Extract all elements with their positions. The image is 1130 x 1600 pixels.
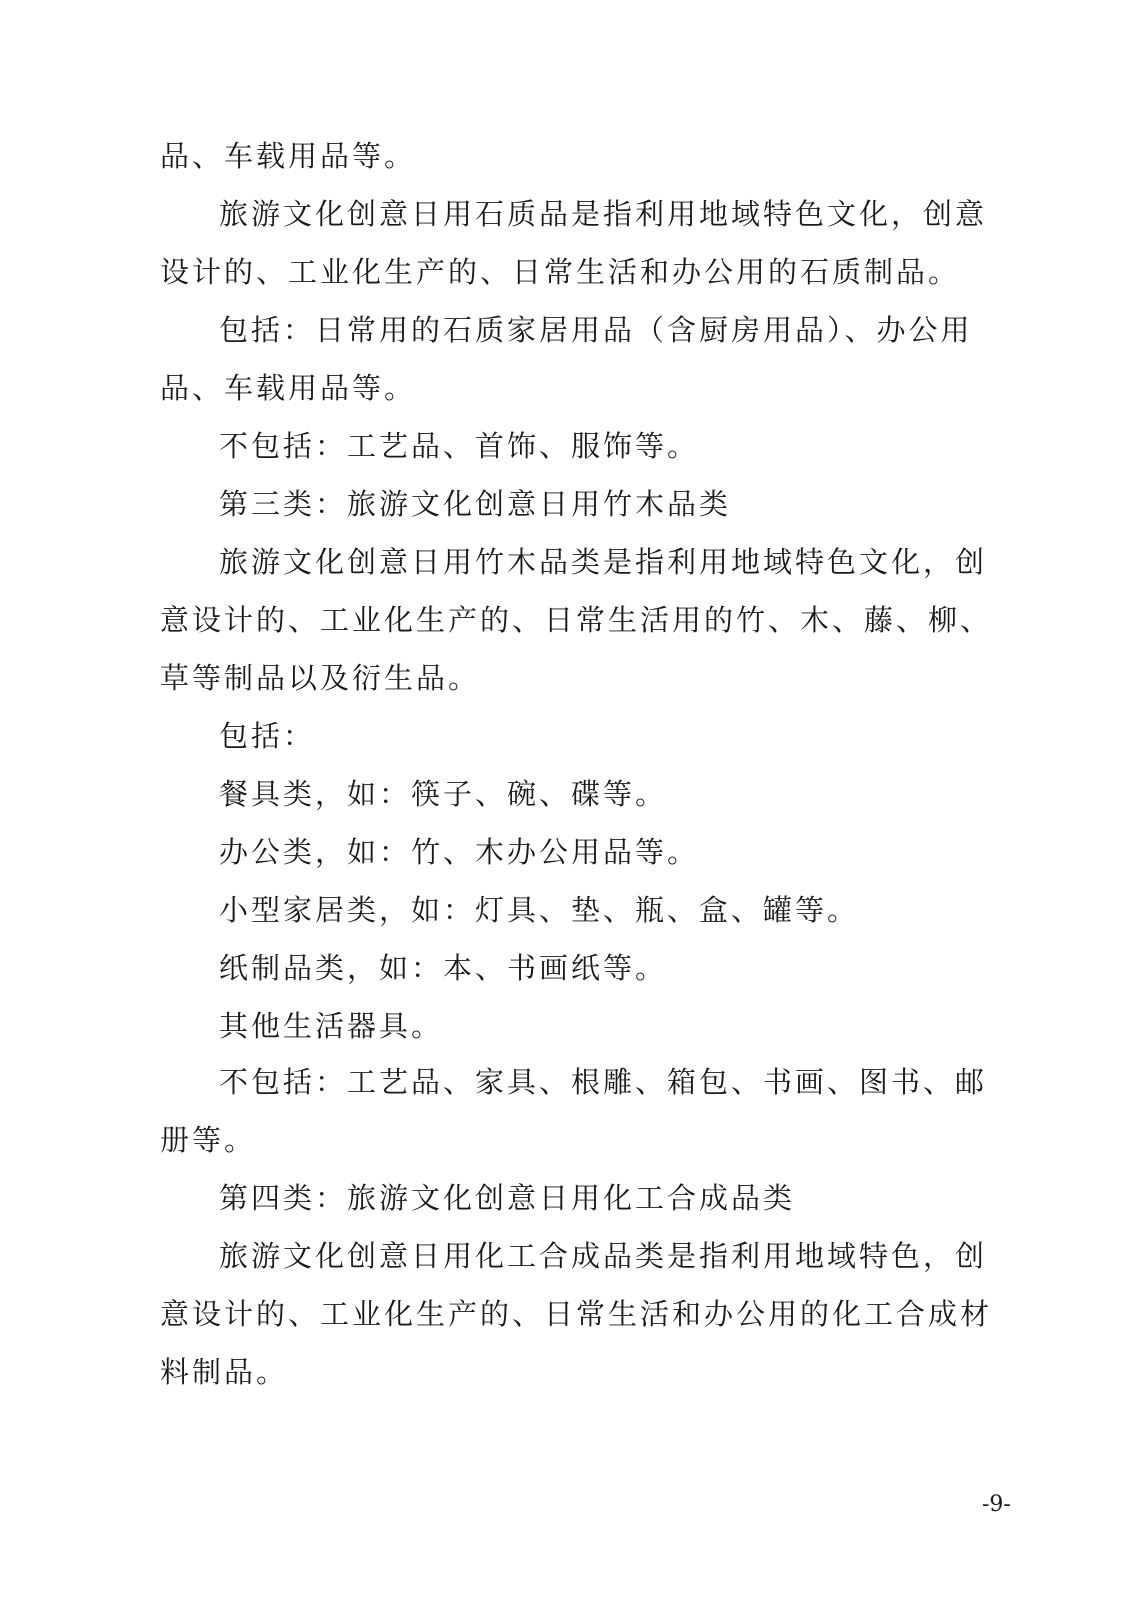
text-line: 品、车载用品等。 (160, 139, 417, 173)
text-line: 旅游文化创意日用竹木品类是指利用地域特色文化，创 (219, 545, 988, 579)
text-line: 包括：日常用的石质家居用品（含厨房用品）、办公用 (219, 313, 973, 347)
text-line: 不包括：工艺品、家具、根雕、箱包、书画、图书、邮 (219, 1065, 988, 1099)
text-line: 册等。 (160, 1123, 257, 1157)
section-heading: 第四类：旅游文化创意日用化工合成品类 (219, 1181, 796, 1215)
section-heading: 第三类：旅游文化创意日用竹木品类 (219, 487, 732, 521)
text-line: 旅游文化创意日用石质品是指利用地域特色文化，创意 (219, 197, 988, 231)
text-line: 品、车载用品等。 (160, 371, 417, 405)
text-line: 草等制品以及衍生品。 (160, 661, 481, 695)
text-line: 料制品。 (160, 1355, 289, 1389)
list-item: 其他生活器具。 (219, 1009, 444, 1043)
text-line: 设计的、工业化生产的、日常生活和办公用的石质制品。 (160, 255, 961, 289)
text-line: 意设计的、工业化生产的、日常生活用的竹、木、藤、柳、 (160, 603, 993, 637)
text-line: 不包括：工艺品、首饰、服饰等。 (219, 429, 700, 463)
list-item: 办公类，如：竹、木办公用品等。 (219, 835, 700, 869)
list-item: 纸制品类，如：本、书画纸等。 (219, 951, 668, 985)
page-number: -9- (982, 1492, 1011, 1517)
text-line: 旅游文化创意日用化工合成品类是指利用地域特色，创 (219, 1239, 988, 1273)
text-line: 意设计的、工业化生产的、日常生活和办公用的化工合成材 (160, 1297, 993, 1331)
list-item: 小型家居类，如：灯具、垫、瓶、盒、罐等。 (219, 893, 860, 927)
text-line: 包括： (219, 719, 316, 753)
list-item: 餐具类，如：筷子、碗、碟等。 (219, 777, 668, 811)
